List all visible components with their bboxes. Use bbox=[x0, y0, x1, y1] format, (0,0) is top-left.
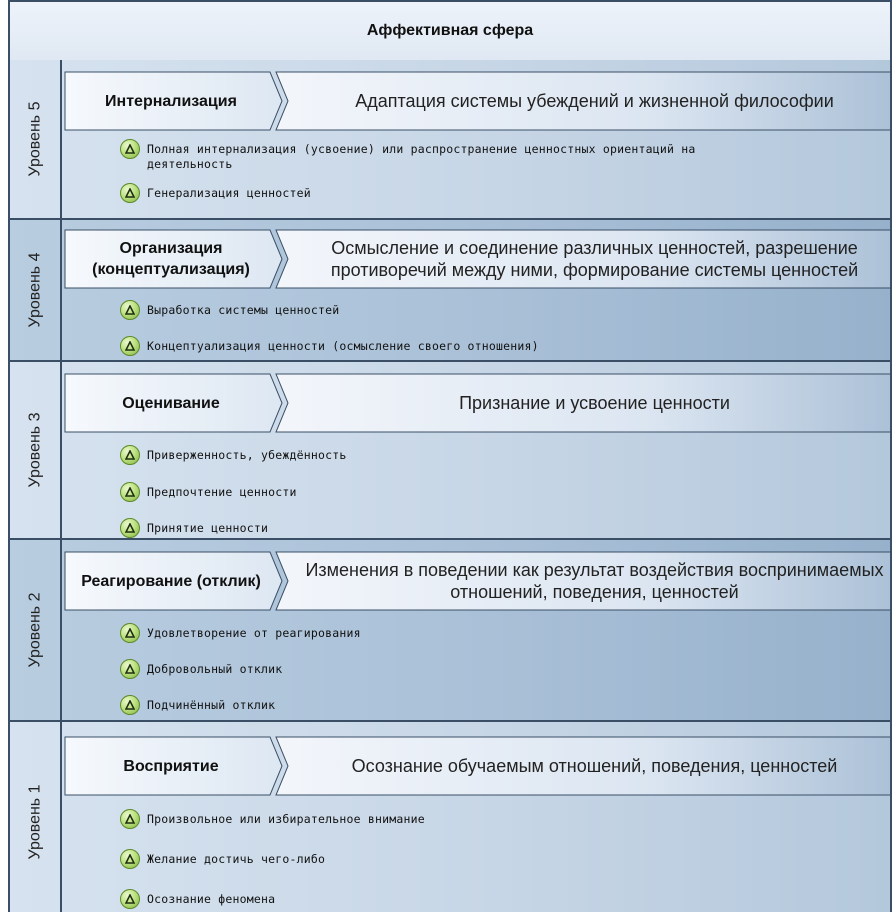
level-label bbox=[10, 540, 62, 720]
list-item-text: Полная интернализация (усвоение) или распространение ценностных ориентаций на деятельность bbox=[147, 142, 696, 171]
list-item bbox=[120, 339, 880, 356]
list-item bbox=[120, 698, 880, 715]
list-item-text: Выработка системы ценностей bbox=[147, 303, 340, 317]
level-header bbox=[65, 737, 892, 795]
list-item bbox=[120, 186, 880, 203]
level-label-text: Уровень 4 bbox=[26, 252, 44, 328]
level-label bbox=[10, 362, 62, 538]
triangle-bullet-icon bbox=[120, 300, 140, 320]
triangle-bullet-icon bbox=[120, 695, 140, 715]
list-item bbox=[120, 892, 880, 909]
level-label-text: Уровень 5 bbox=[26, 101, 44, 177]
triangle-bullet-icon bbox=[120, 889, 140, 909]
triangle-bullet-icon bbox=[120, 623, 140, 643]
level-name: Реагирование (отклик) bbox=[81, 572, 261, 590]
triangle-bullet-icon bbox=[120, 659, 140, 679]
level-4 bbox=[10, 220, 890, 362]
level-description: Изменения в поведении как результат воздействия воспринимаемых отношений, поведения, ценностей bbox=[305, 560, 884, 602]
level-name: Интернализация bbox=[105, 92, 237, 110]
triangle-bullet-icon bbox=[120, 482, 140, 502]
level-label bbox=[10, 60, 62, 218]
level-label-text: Уровень 1 bbox=[26, 784, 44, 860]
level-name: Восприятие bbox=[123, 757, 219, 775]
level-header bbox=[65, 72, 892, 130]
level-label bbox=[10, 220, 62, 360]
diagram-title: Аффективная сфера bbox=[10, 2, 890, 62]
list-item-text: Принятие ценности bbox=[147, 521, 269, 535]
list-item-text: Подчинённый отклик bbox=[147, 698, 276, 712]
level-description: Адаптация системы убеждений и жизненной философии bbox=[355, 91, 834, 111]
list-item-text: Желание достичь чего-либо bbox=[147, 852, 326, 866]
list-item bbox=[120, 852, 880, 869]
level-1 bbox=[10, 722, 890, 912]
level-label-text: Уровень 3 bbox=[26, 412, 44, 488]
level-3 bbox=[10, 362, 890, 540]
list-item-text: Осознание феномена bbox=[147, 892, 276, 906]
list-item-text: Произвольное или избирательное внимание bbox=[147, 812, 425, 826]
list-item bbox=[120, 448, 880, 465]
triangle-bullet-icon bbox=[120, 183, 140, 203]
list-item bbox=[120, 142, 880, 172]
triangle-bullet-icon bbox=[120, 518, 140, 538]
level-label bbox=[10, 722, 62, 912]
level-description: Осмысление и соединение различных ценностей, разрешение противоречий между ними, формирование системы ценностей bbox=[330, 238, 859, 280]
list-item bbox=[120, 303, 880, 320]
level-header bbox=[65, 374, 892, 432]
level-name: Организация (концептуализация) bbox=[92, 240, 250, 278]
triangle-bullet-icon bbox=[120, 809, 140, 829]
list-item bbox=[120, 485, 880, 502]
list-item bbox=[120, 521, 880, 538]
triangle-bullet-icon bbox=[120, 336, 140, 356]
triangle-bullet-icon bbox=[120, 445, 140, 465]
list-item bbox=[120, 662, 880, 679]
list-item-text: Концептуализация ценности (осмысление своего отношения) bbox=[147, 339, 539, 353]
level-2 bbox=[10, 540, 890, 722]
list-item-text: Приверженность, убеждённость bbox=[147, 448, 347, 462]
level-label-text: Уровень 2 bbox=[26, 592, 44, 668]
level-description: Признание и усвоение ценности bbox=[459, 393, 730, 413]
level-description: Осознание обучаемым отношений, поведения, ценностей bbox=[351, 756, 838, 776]
list-item bbox=[120, 812, 880, 829]
affective-domain-diagram bbox=[8, 0, 892, 912]
list-item-text: Предпочтение ценности bbox=[147, 485, 297, 499]
triangle-bullet-icon bbox=[120, 849, 140, 869]
level-header bbox=[65, 230, 892, 288]
level-header bbox=[65, 552, 892, 610]
level-name: Оценивание bbox=[122, 394, 220, 412]
list-item-text: Удовлетворение от реагирования bbox=[147, 626, 361, 640]
triangle-bullet-icon bbox=[120, 139, 140, 159]
level-5 bbox=[10, 60, 890, 220]
list-item-text: Добровольный отклик bbox=[147, 662, 283, 676]
list-item bbox=[120, 626, 880, 643]
list-item-text: Генерализация ценностей bbox=[147, 186, 311, 200]
